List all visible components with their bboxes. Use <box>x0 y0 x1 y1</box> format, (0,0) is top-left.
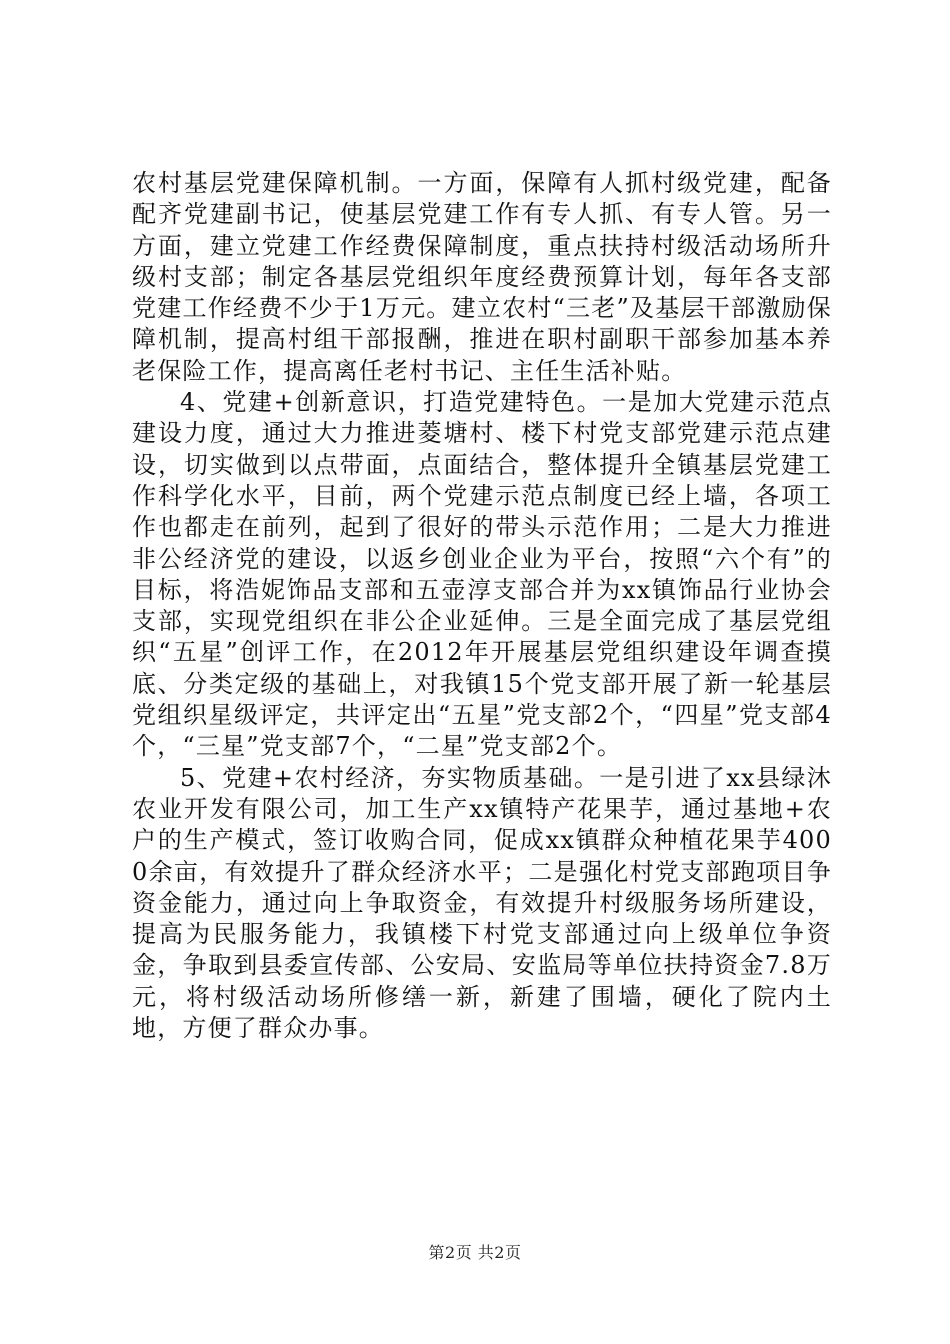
paragraph-rural-economy: 5、党建+农村经济，夯实物质基础。一是引进了xx县绿沐农业开发有限公司，加工生产xx镇特产花果芋，通过基地+农户的生产模式，签订收购合同，促成xx镇群众种植花果芋4000余亩，有效提升了群众经济水平；二是强化村党支部跑项目争资金能力，通过向上争取资金，有效提升村级服务场所建设，提高为民服务能力，我镇楼下村党支部通过向上级单位争资金，争取到县委宣传部、公安局、安监局等单位扶持资金7.8万元，将村级活动场所修缮一新，新建了围墙，硬化了院内土地，方便了群众办事。 <box>132 763 832 1043</box>
page-footer: 第2页 共2页 <box>428 1243 522 1262</box>
document-body <box>132 168 832 1044</box>
paragraph-innovation: 4、党建+创新意识，打造党建特色。一是加大党建示范点建设力度，通过大力推进菱塘村、楼下村党支部党建示范点建设，切实做到以点带面，点面结合，整体提升全镇基层党建工作科学化水平，目前，两个党建示范点制度已经上墙，各项工作也都走在前列，起到了很好的带头示范作用；二是大力推进非公经济党的建设，以返乡创业企业为平台，按照“六个有”的目标，将浩妮饰品支部和五壶淳支部合并为xx镇饰品行业协会支部，实现党组织在非公企业延伸。三是全面完成了基层党组织“五星”创评工作，在2012年开展基层党组织建设年调查摸底、分类定级的基础上，对我镇15个党支部开展了新一轮基层党组织星级评定，共评定出“五星”党支部2个，“四星”党支部4个，“三星”党支部7个，“二星”党支部2个。 <box>132 388 832 761</box>
paragraph-security-mechanism: 农村基层党建保障机制。一方面，保障有人抓村级党建，配备配齐党建副书记，使基层党建工作有专人抓、有专人管。另一方面，建立党建工作经费保障制度，重点扶持村级活动场所升级村支部；制定各基层党组织年度经费预算计划，每年各支部党建工作经费不少于1万元。建立农村“三老”及基层干部激励保障机制，提高村组干部报酬，推进在职村副职干部参加基本养老保险工作，提高离任老村书记、主任生活补贴。 <box>132 169 832 385</box>
